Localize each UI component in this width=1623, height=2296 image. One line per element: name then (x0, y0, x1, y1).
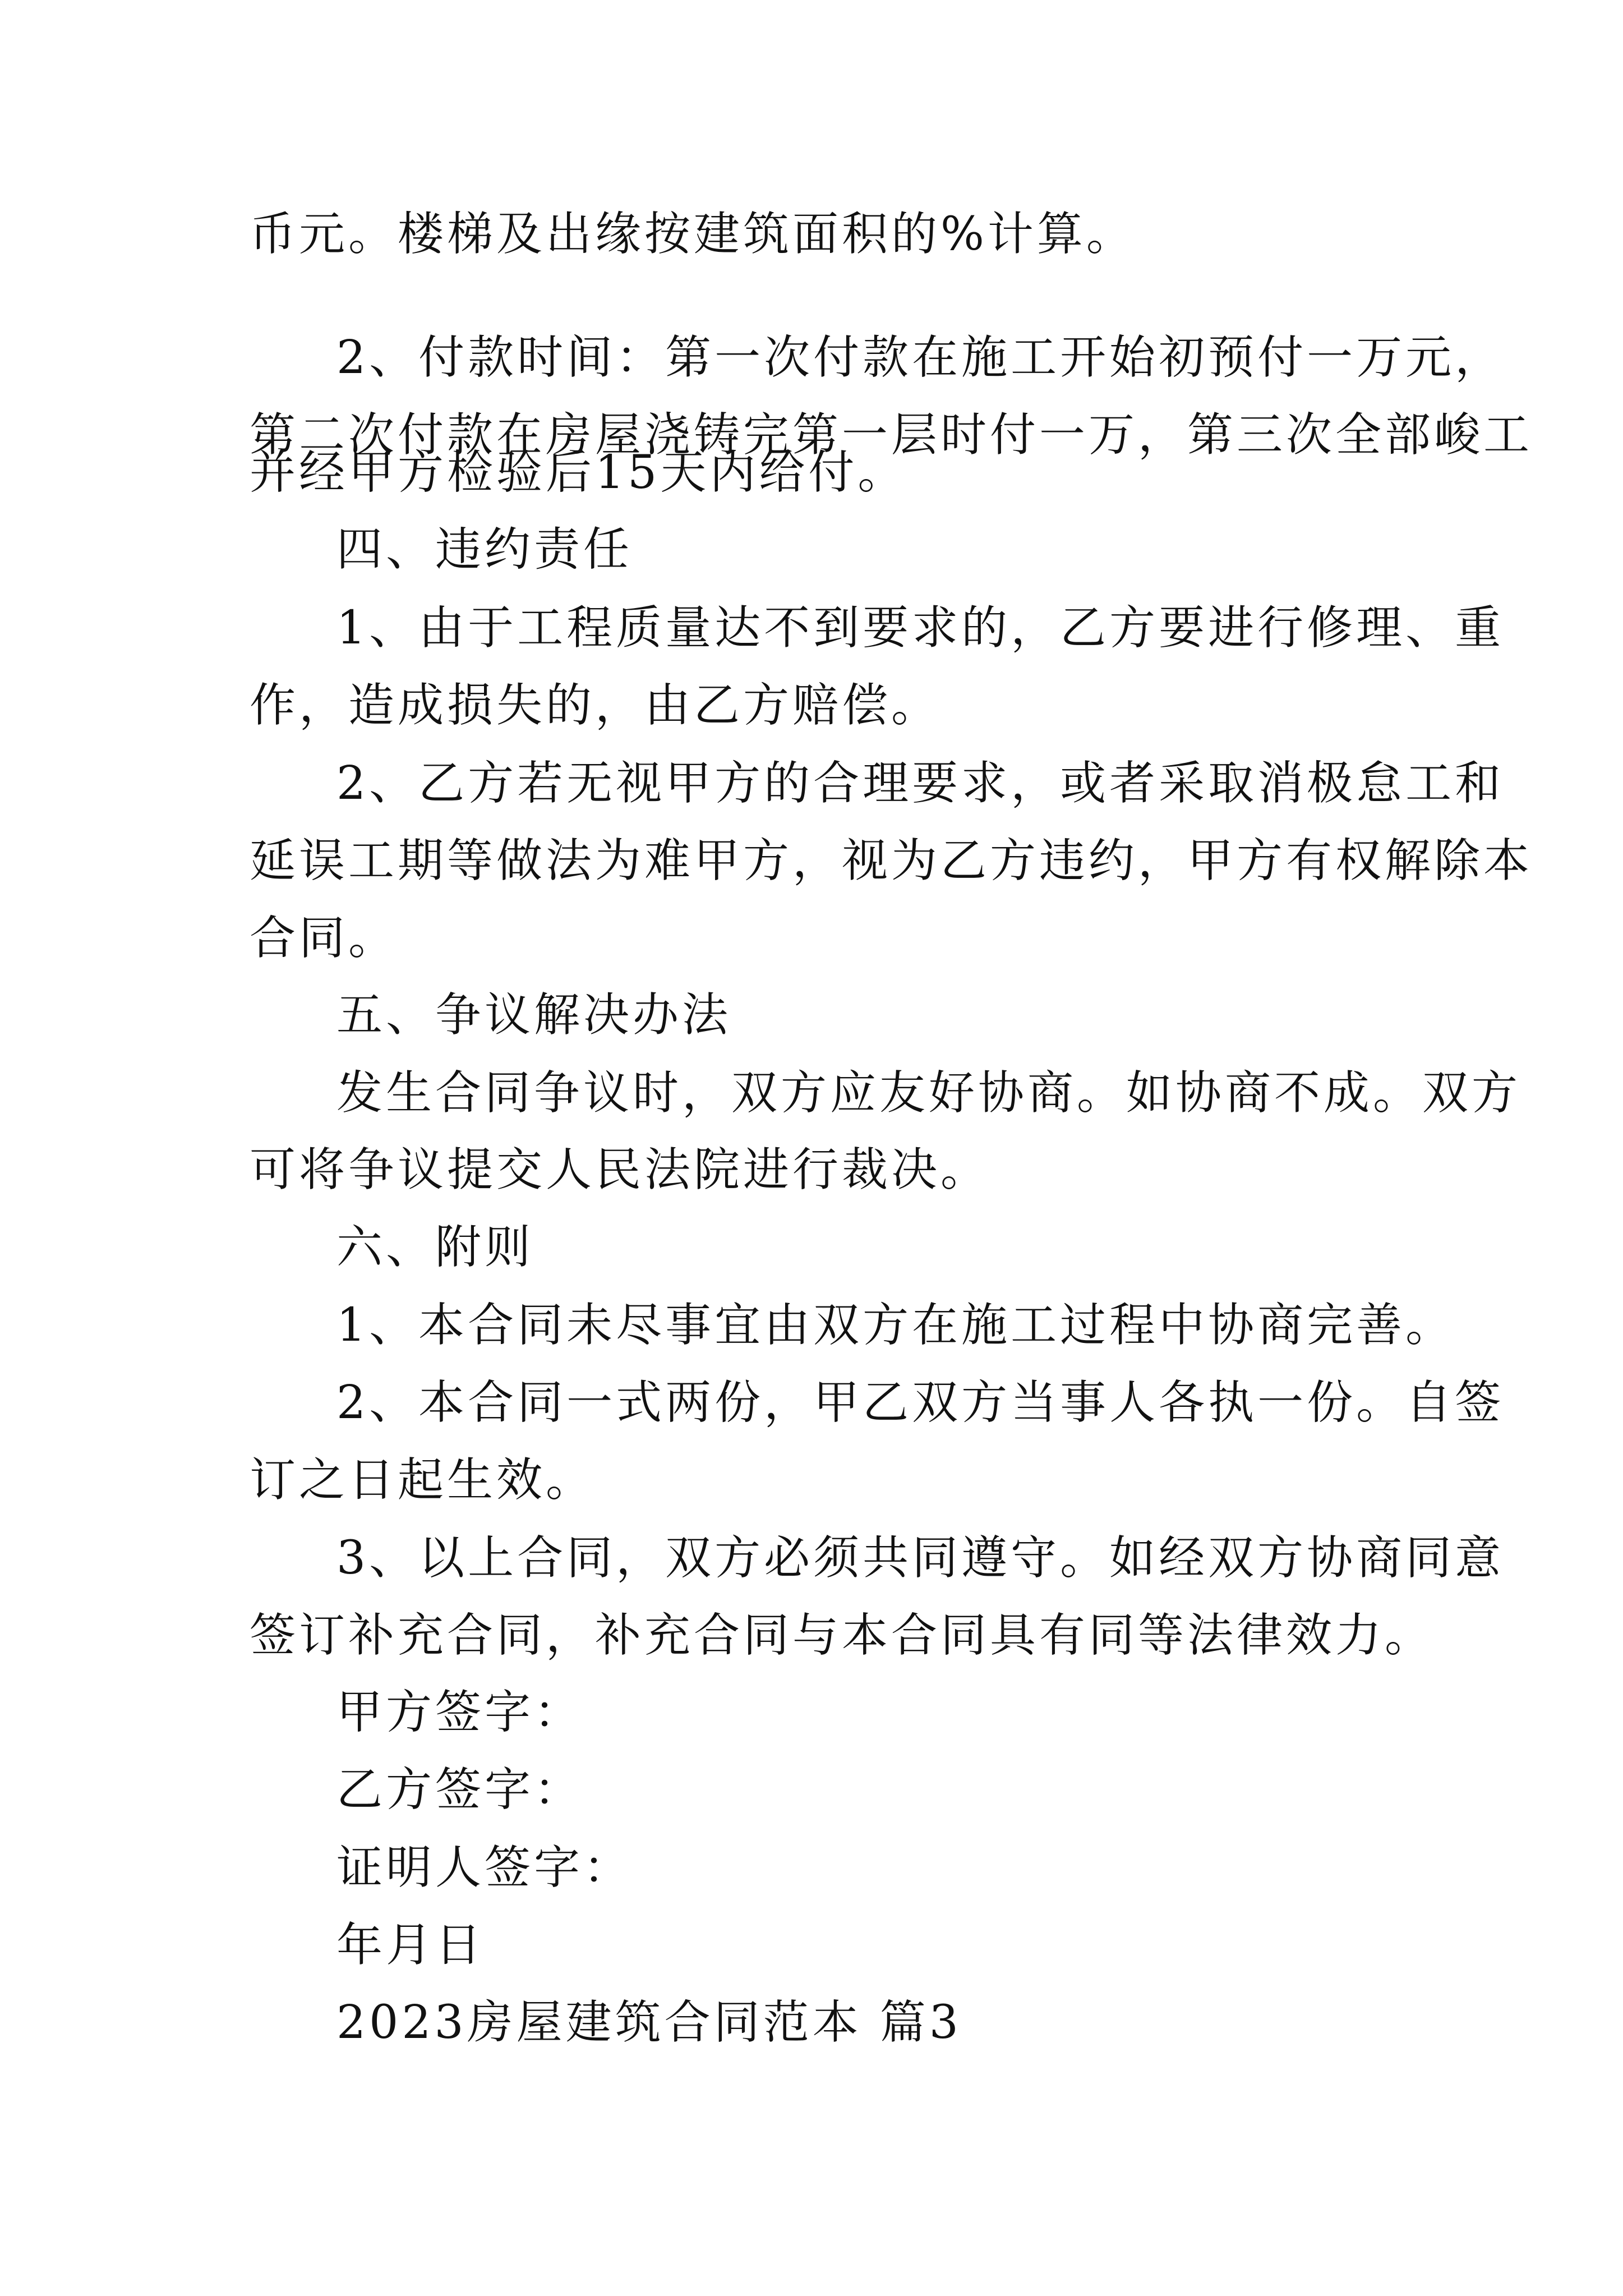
text-line: 可将争议提交人民法院进行裁决。 (250, 1143, 990, 1197)
text-line: 延误工期等做法为难甲方，视为乙方违约，甲方有权解除本 (250, 834, 1533, 887)
text-line: 签订补充合同，补充合同与本合同具有同等法律效力。 (250, 1609, 1435, 1662)
text-line: 3、以上合同，双方必须共同遵守。如经双方协商同意 (336, 1531, 1505, 1585)
signature-label: 甲方签字： (336, 1686, 584, 1739)
text-line: 币元。楼梯及出缘按建筑面积的%计算。 (250, 208, 1136, 261)
date-label: 年月日 (336, 1918, 485, 1972)
text-line: 2、付款时间：第一次付款在施工开始初预付一万元， (336, 331, 1505, 384)
section-heading: 四、违约责任 (336, 523, 633, 576)
text-line: 2、本合同一式两份，甲乙双方当事人各执一份。自签 (336, 1376, 1505, 1429)
section-heading: 五、争议解决办法 (336, 988, 732, 1042)
text-line: 1、由于工程质量达不到要求的，乙方要进行修理、重 (336, 601, 1505, 655)
text-line: 作，造成损失的，由乙方赔偿。 (250, 679, 941, 732)
text-line: 合同。 (250, 912, 398, 965)
text-line: 2、乙方若无视甲方的合理要求，或者采取消极怠工和 (336, 757, 1505, 810)
signature-label: 乙方签字： (336, 1763, 584, 1816)
text-line: 订之日起生效。 (250, 1453, 596, 1507)
signature-label: 证明人签字： (336, 1841, 633, 1894)
text-line: 1、本合同未尽事宜由双方在施工过程中协商完善。 (336, 1299, 1455, 1352)
section-title: 2023房屋建筑合同范本 篇3 (336, 1996, 962, 2049)
text-line: 第二次付款在房屋浇铸完第一层时付一万，第三次全部峻工 (250, 408, 1533, 462)
section-heading: 六、附则 (336, 1221, 534, 1274)
text-line: 发生合同争议时，双方应友好协商。如协商不成。双方 (336, 1066, 1521, 1120)
text-line: 并经甲方检验后15天内给付。 (250, 446, 907, 499)
